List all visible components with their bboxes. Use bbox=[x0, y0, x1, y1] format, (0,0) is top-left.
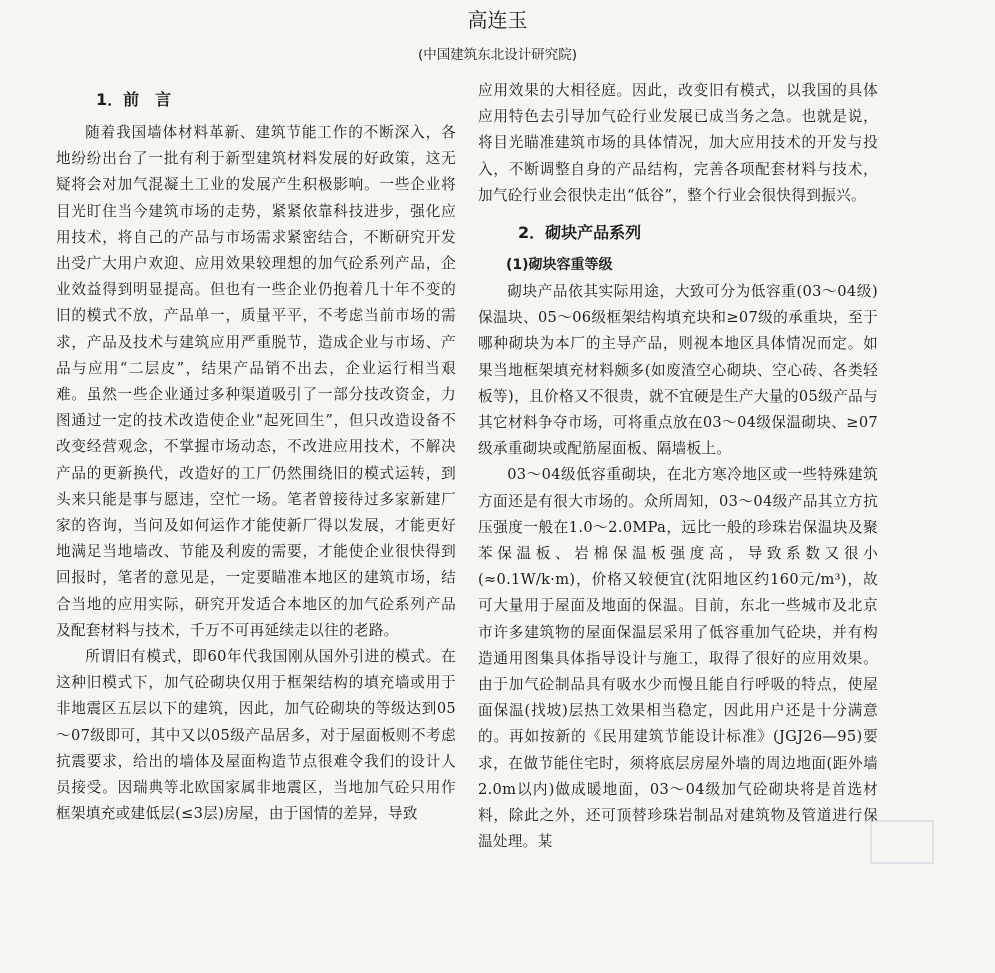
author-affiliation: (中国建筑东北设计研究院) bbox=[417, 47, 578, 63]
paragraph: 03～04级低容重砌块，在北方寒冷地区或一些特殊建筑方面还是有很大市场的。众所周知，03～04级产品其立方抗压强度一般在1.0～2.0MPa，远比一般的珍珠岩保温块及聚苯保温板、岩棉保温板强度高，导致系数又很小(≈0.1W/k·m)，价格又较便宜(沈阳地区约160元/m³)，故可大量用于屋面及地面的保温。目前，东北一些城市及北京市许多建筑物的屋面保温层采用了低容重加气砼块，并有构造通用图集具体指导设计与施工，取得了很好的应用效果。由于加气砼制品具有吸水少而慢且能自行呼吸的特点，使屋面保温(找坡)层热工效果相当稳定，因此用户还是十分满意的。再如按新的《民用建筑节能设计标准》(JGJ26—95)要求，在做节能住宅时，须将底层房屋外墙的周边地面(距外墙2.0m以内)做成暖地面，03～04级加气砼砌块将是首选材料，除此之外，还可顶替珍珠岩制品对建筑物及管道进行保温处理。某 bbox=[478, 466, 878, 851]
paragraph-continued: 应用效果的大相径庭。因此，改变旧有模式，以我国的具体应用特色去引导加气砼行业发展已成当务之急。也就是说，将目光瞄准建筑市场的具体情况，加大应用技术的开发与投入，不断调整自身的产品结构，完善各项配套材料与技术，加气砼行业会很快走出“低谷”，整个行业会很快得到振兴。 bbox=[478, 82, 878, 204]
paragraph: 随着我国墙体材料革新、建筑节能工作的不断深入，各地纷纷出台了一批有利于新型建筑材料发展的好政策，这无疑将会对加气混凝土工业的发展产生积极影响。一些企业将目光盯住当今建筑市场的走势，紧紧依靠科技进步，强化应用技术，将自己的产品与市场需求紧密结合，不断研究开发出受广大用户欢迎、应用效果较理想的加气砼系列产品，企业效益得到明显提高。但也有一些企业仍抱着几十年不变的旧的模式不放，产品单一，质量平平，不考虑当前市场的需求，产品及技术与建筑应用严重脱节，造成企业与市场、产品与应用“二层皮”，结果产品销不出去，企业运行相当艰难。虽然一些企业通过多种渠道吸引了一部分技改资金，力图通过一定的技术改造使企业“起死回生”，但只改造设备不改变经营观念，不掌握市场动态，不改进应用技术，不解决产品的更新换代，改造好的工厂仍然围绕旧的模式运转，到头来只能是事与愿违，空忙一场。笔者曾接待过多家新建厂家的咨询，当问及如何运作才能使新厂得以发展，才能更好地满足当地墙改、节能及利废的需要，才能使企业很快得到回报时，笔者的意见是，一定要瞄准本地区的建筑市场，结合当地的应用实际，研究开发适合本地区的加气砼系列产品及配套材料与技术，千万不可再延续走以往的老路。 bbox=[56, 124, 456, 639]
faint-stamp-mark bbox=[870, 820, 934, 864]
subsection-heading-density: (1)砌块容重等级 bbox=[506, 257, 613, 274]
paragraph: 所谓旧有模式，即60年代我国刚从国外引进的模式。在这种旧模式下，加气砼砌块仅用于框架结构的填充墙或用于非地震区五层以下的建筑，因此，加气砼砌块的等级达到05～07级即可，其中又以05级产品居多，对于屋面板则不考虑抗震要求，给出的墙体及屋面构造节点很难令我们的设计人员接受。因瑞典等北欧国家属非地震区，当地加气砼只用作框架填充或建低层(≤3层)房屋，由于国情的差异，导致 bbox=[56, 648, 456, 823]
section-heading-block-products: 2．砌块产品系列 bbox=[518, 223, 642, 243]
paragraph: 砌块产品依其实际用途，大致可分为低容重(03～04级)保温块、05～06级框架结构填充块和≥07级的承重块，至于哪种砌块为本厂的主导产品，则视本地区具体情况而定。如果当地框架填充材料颇多(如废渣空心砌块、空心砖、各类轻板等)，且价格又不很贵，就不宜硬是生产大量的05级产品与其它材料争夺市场，可将重点放在03～04级保温砌块、≥07级承重砌块或配筋屋面板、隔墙板上。 bbox=[478, 283, 878, 458]
right-column bbox=[478, 78, 878, 855]
section-heading-preface: 1．前 言 bbox=[96, 90, 172, 109]
left-column bbox=[56, 78, 456, 827]
author-name: 高连玉 bbox=[467, 8, 528, 32]
